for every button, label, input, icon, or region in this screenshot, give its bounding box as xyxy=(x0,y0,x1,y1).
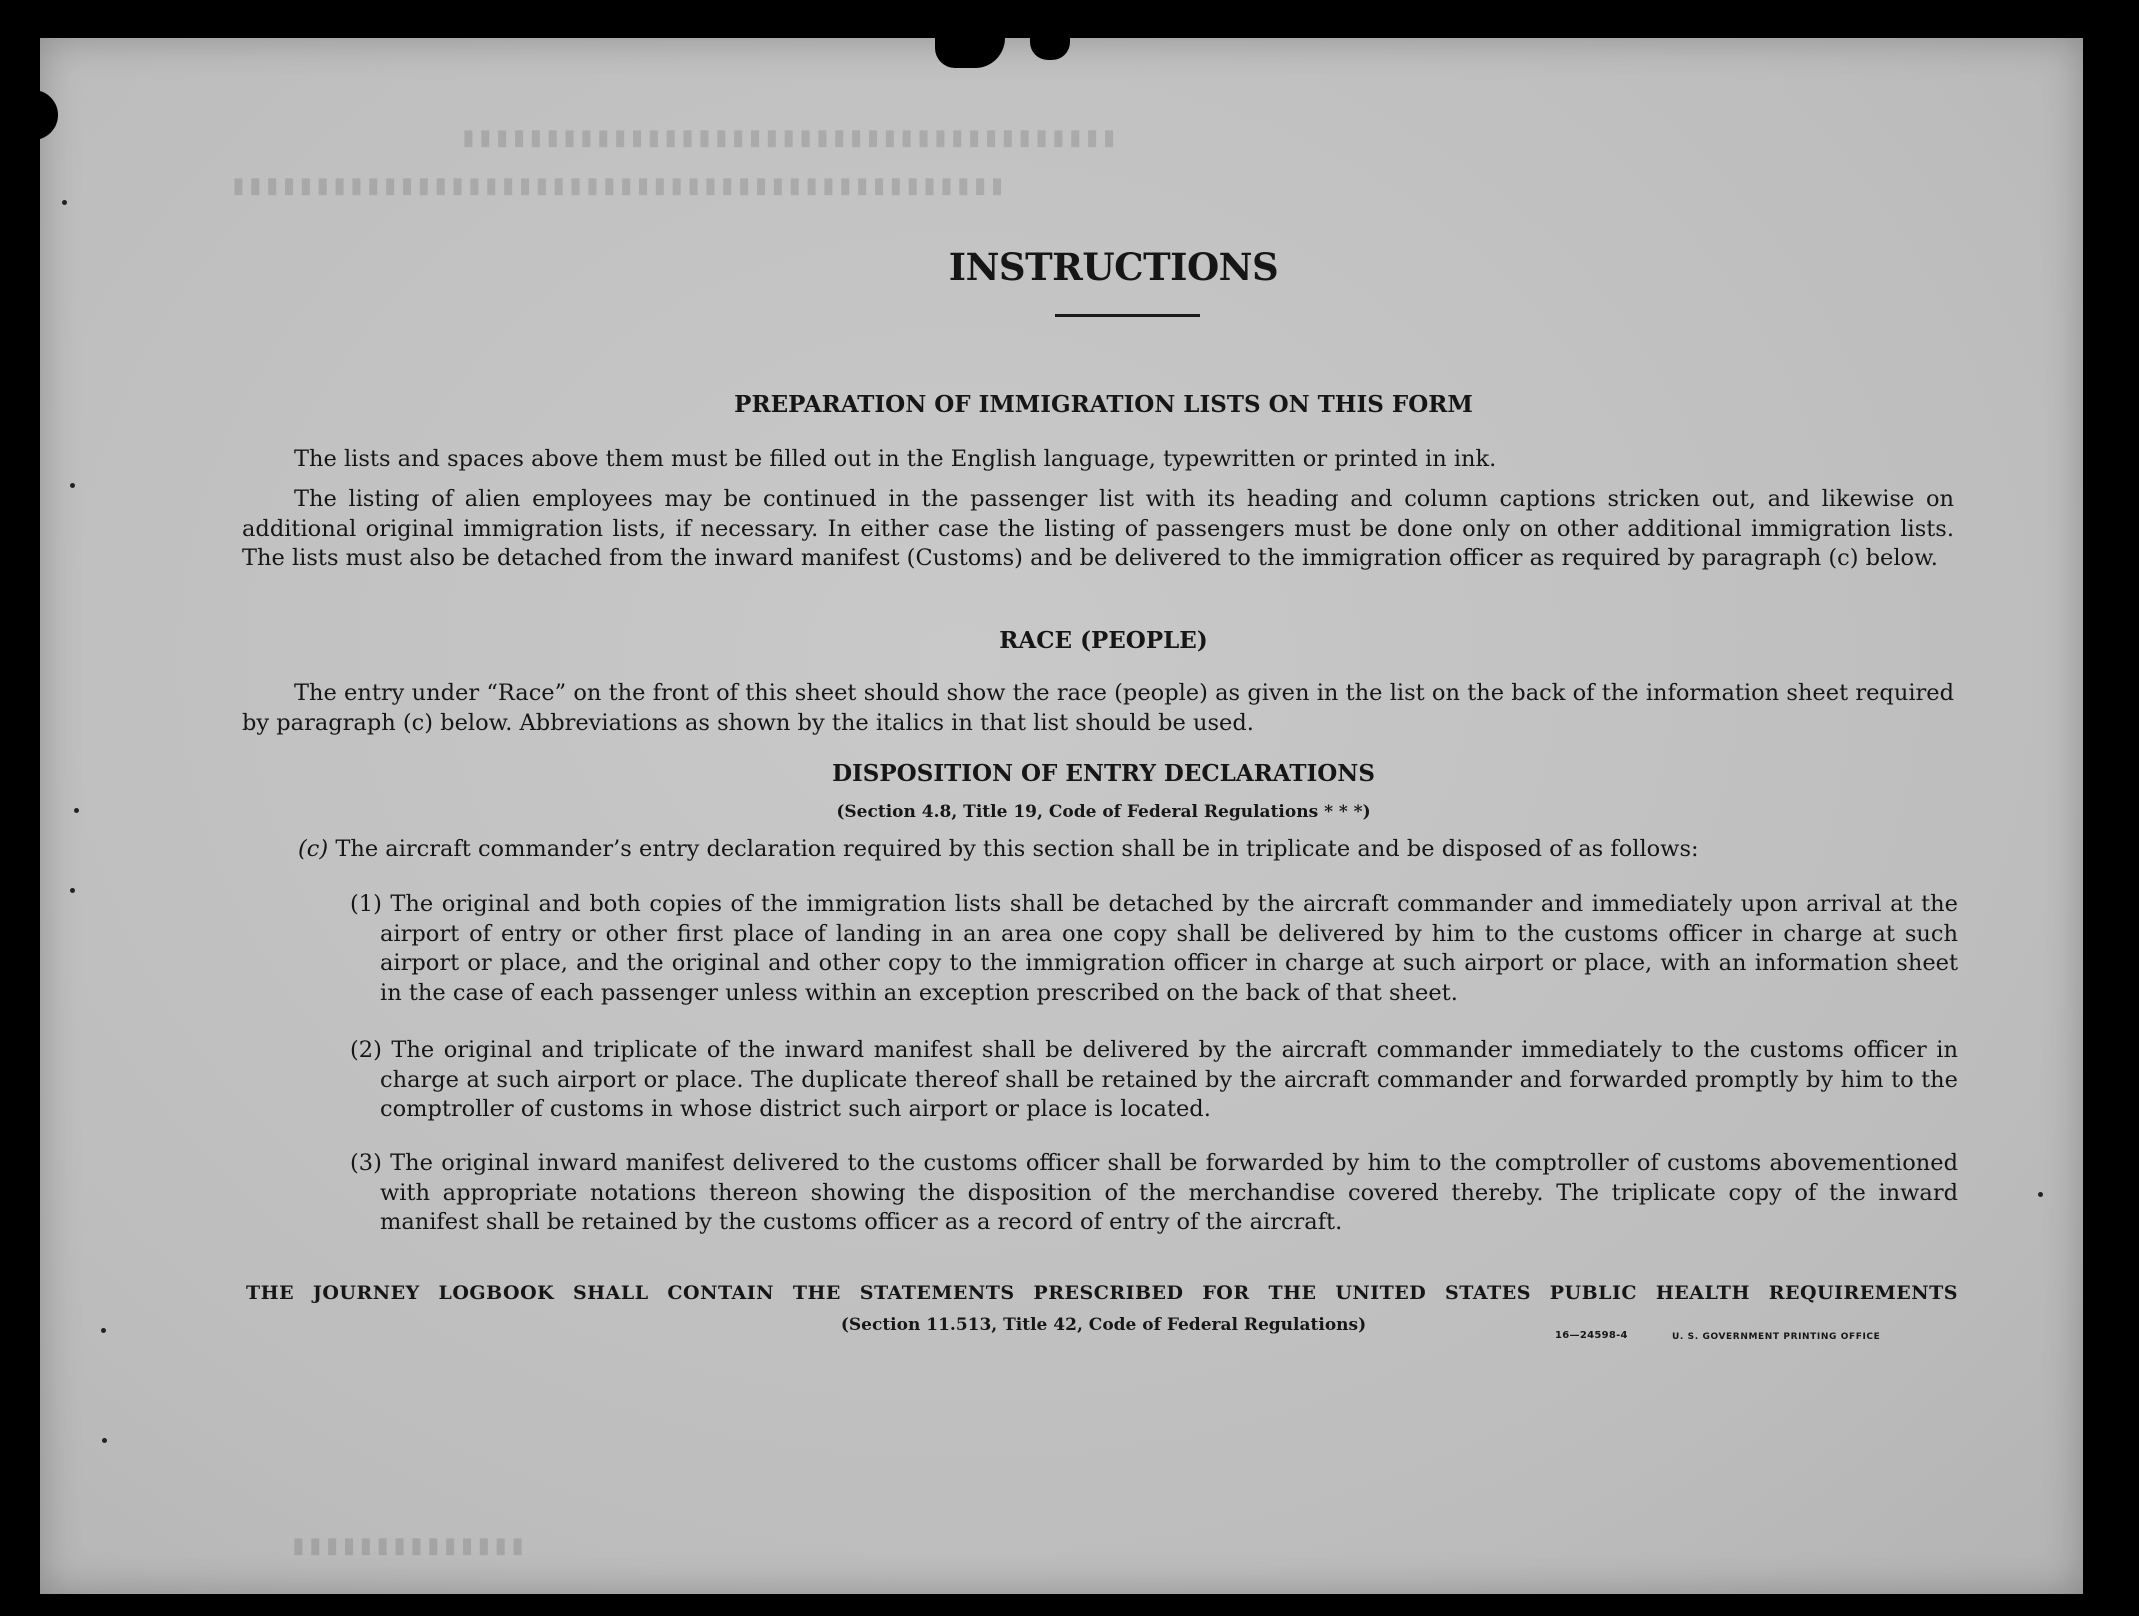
speck xyxy=(101,1328,106,1333)
footer-heading: THE JOURNEY LOGBOOK SHALL CONTAIN THE STATEMENTS PRESCRIBED FOR THE UNITED STATES PUBLIC HEALTH REQUIREMENTS xyxy=(246,1282,1958,1304)
clause-label: (c) xyxy=(298,836,329,862)
list-item-text: The original and triplicate of the inward manifest shall be delivered by the aircraft commander immediately to the customs officer in charge at such airport or place. The duplicate thereof shall be retained by the aircraft commander and forwarded promptly by him to the comptroller of customs in whose district such airport or place is located. xyxy=(380,1037,1958,1122)
section-heading-preparation: PREPARATION OF IMMIGRATION LISTS ON THIS FORM xyxy=(734,391,1473,418)
bleed-through-texture: ▮▮▮▮▮▮▮▮▮▮▮▮▮▮ xyxy=(290,1528,527,1561)
list-item xyxy=(350,1149,1958,1238)
print-code: 16—24598-4 xyxy=(1555,1330,1628,1341)
speck xyxy=(102,1438,107,1443)
list-item-text: The original and both copies of the immigration lists shall be detached by the aircraft commander and immediately upon arrival at the airport of entry or other first place of landing in an area one copy shall be delivered by him to the customs officer in charge at such airport or place, and the original and other copy to the immigration officer in charge at such airport or place, with an information sheet in the case of each passenger unless within an exception prescribed on the back of that sheet. xyxy=(380,891,1958,1006)
speck xyxy=(2038,1192,2043,1197)
section-heading-race: RACE (PEOPLE) xyxy=(999,627,1208,654)
list-item-number: (2) xyxy=(350,1037,382,1063)
speck xyxy=(62,200,67,205)
bleed-through-texture: ▮▮▮▮▮▮▮▮▮▮▮▮▮▮▮▮▮▮▮▮▮▮▮▮▮▮▮▮▮▮▮▮▮▮▮▮▮▮▮ xyxy=(460,120,1118,153)
page-title: INSTRUCTIONS xyxy=(948,245,1279,289)
list-item-number: (3) xyxy=(350,1150,382,1176)
bleed-through-texture: ▮▮▮▮▮▮▮▮▮▮▮▮▮▮▮▮▮▮▮▮▮▮▮▮▮▮▮▮▮▮▮▮▮▮▮▮▮▮▮▮▮▮▮▮▮▮ xyxy=(230,168,1006,201)
list-item xyxy=(350,890,1958,1008)
paragraph-preparation-2: The listing of alien employees may be continued in the passenger list with its heading and column captions stricken out, and likewise on additional original immigration lists, if necessary. In either case the listing of passengers must be done only on other additional immigration lists. The lists must also be detached from the inward manifest (Customs) and be delivered to the immigration officer as required by paragraph (c) below. xyxy=(242,486,1954,571)
speck xyxy=(70,483,75,488)
speck xyxy=(70,888,75,893)
paragraph-preparation-1: The lists and spaces above them must be filled out in the English language, typewritten or printed in ink. xyxy=(294,446,1497,472)
list-item-number: (1) xyxy=(350,891,382,917)
list-item xyxy=(350,1036,1958,1125)
paragraph-race: The entry under “Race” on the front of this sheet should show the race (people) as given in the list on the back of the information sheet required by paragraph (c) below. Abbreviations as shown by the italics in that list should be used. xyxy=(242,680,1954,736)
document-content xyxy=(40,38,2083,1594)
list-item-text: The original inward manifest delivered to the customs officer shall be forwarded by him to the comptroller of customs abovementioned with appropriate notations thereon showing the disposition of the merchandise covered thereby. The triplicate copy of the inward manifest shall be retained by the customs officer as a record of entry of the aircraft. xyxy=(380,1150,1958,1235)
section-heading-disposition: DISPOSITION OF ENTRY DECLARATIONS xyxy=(832,760,1375,787)
printing-office-imprint: U. S. GOVERNMENT PRINTING OFFICE xyxy=(1672,1332,1881,1342)
footer-subheading: (Section 11.513, Title 42, Code of Federal Regulations) xyxy=(840,1315,1367,1335)
clause-text: The aircraft commander’s entry declaration required by this section shall be in triplicate and be disposed of as follows: xyxy=(335,836,1699,862)
title-underline xyxy=(1055,314,1200,317)
section-subheading-disposition: (Section 4.8, Title 19, Code of Federal Regulations * * *) xyxy=(836,802,1371,822)
speck xyxy=(74,808,79,813)
paragraph-disposition-intro xyxy=(298,835,1958,865)
